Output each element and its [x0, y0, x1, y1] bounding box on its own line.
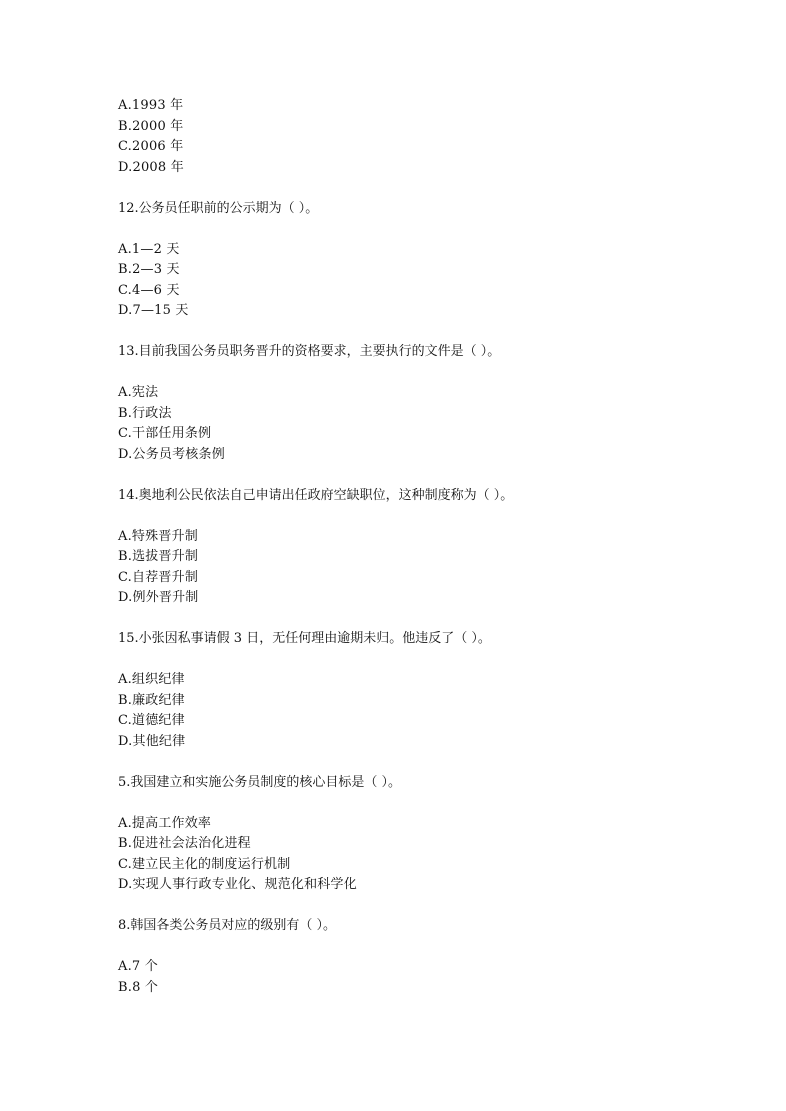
option-b: B.2000 年 — [118, 118, 184, 134]
option-a: A.宪法 — [118, 385, 159, 400]
spacer — [118, 219, 718, 240]
option-c: C.建立民主化的制度运行机制 — [118, 856, 291, 872]
spacer — [118, 322, 718, 343]
option-b: B.8 个 — [118, 979, 159, 995]
option-a: A.组织纪律 — [118, 672, 185, 687]
option-c: C.自荐晋升制 — [118, 569, 199, 585]
question-block-14 — [118, 486, 718, 609]
leading-options — [118, 96, 718, 178]
spacer — [118, 363, 718, 384]
spacer — [118, 609, 718, 630]
option-a: A.特殊晋升制 — [118, 528, 198, 544]
option-d: D.例外晋升制 — [118, 590, 199, 605]
option-c: C.干部任用条例 — [118, 426, 212, 441]
option-b: B.促进社会法治化进程 — [118, 836, 251, 851]
question-stem: 15.小张因私事请假 3 日，无任何理由逾期未归。他违反了（ ）。 — [118, 631, 491, 646]
option-c: C.道德纪律 — [118, 713, 185, 728]
option-d: D.实现人事行政专业化、规范化和科学化 — [118, 877, 357, 892]
question-block-5 — [118, 773, 718, 896]
question-block-13 — [118, 342, 718, 465]
option-b: B.廉政纪律 — [118, 692, 185, 708]
spacer — [118, 752, 718, 773]
question-stem: 8.韩国各类公务员对应的级别有（ ）。 — [118, 918, 337, 933]
question-stem: 14.奥地利公民依法自己申请出任政府空缺职位，这种制度称为（ ）。 — [118, 487, 514, 503]
spacer — [118, 650, 718, 671]
question-block-12 — [118, 199, 718, 322]
option-d: D.公务员考核条例 — [118, 446, 225, 462]
spacer — [118, 465, 718, 486]
option-b: B.行政法 — [118, 405, 172, 421]
spacer — [118, 793, 718, 814]
spacer — [118, 178, 718, 199]
option-c: C.4—6 天 — [118, 282, 180, 298]
question-block-15 — [118, 629, 718, 752]
question-stem: 12.公务员任职前的公示期为（ ）。 — [118, 200, 319, 216]
option-a: A.7 个 — [118, 959, 158, 974]
option-a: A.1—2 天 — [118, 241, 180, 257]
option-d: D.其他纪律 — [118, 733, 186, 749]
document-page — [118, 96, 718, 998]
option-a: A.1993 年 — [118, 98, 184, 113]
option-a: A.提高工作效率 — [118, 815, 212, 831]
question-stem: 13.目前我国公务员职务晋升的资格要求，主要执行的文件是（ ）。 — [118, 344, 501, 359]
question-stem: 5.我国建立和实施公务员制度的核心目标是（ ）。 — [118, 774, 402, 790]
question-block-8 — [118, 916, 718, 998]
spacer — [118, 937, 718, 958]
option-b: B.2—3 天 — [118, 262, 180, 277]
option-d: D.7—15 天 — [118, 303, 189, 318]
spacer — [118, 896, 718, 917]
option-c: C.2006 年 — [118, 139, 184, 154]
spacer — [118, 506, 718, 527]
option-b: B.选拔晋升制 — [118, 549, 199, 564]
option-d: D.2008 年 — [118, 159, 184, 175]
